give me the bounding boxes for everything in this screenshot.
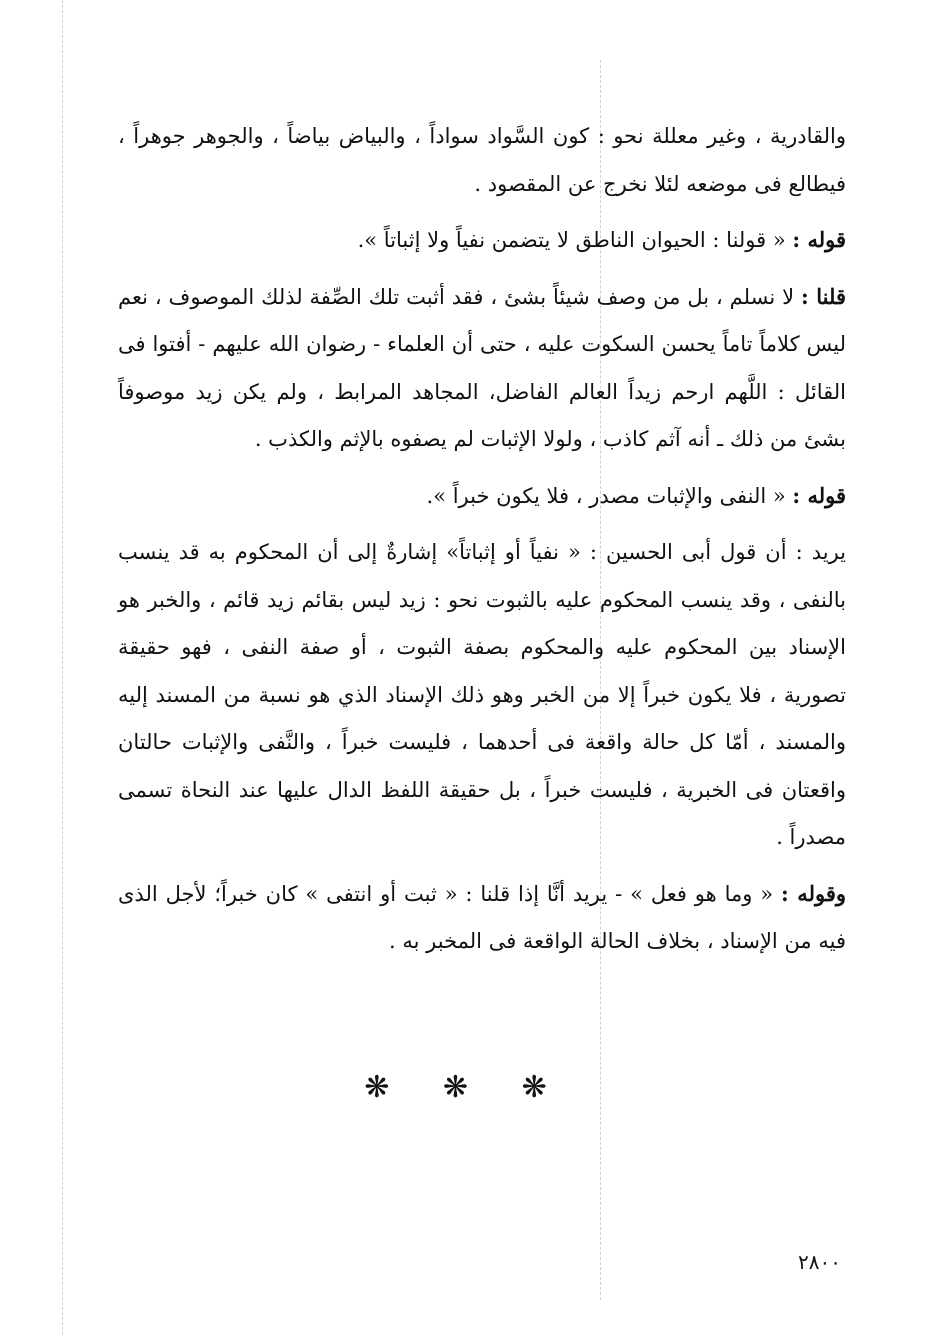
paragraph-lead: قلنا : [800, 283, 846, 309]
body-text [118, 112, 846, 972]
paragraph [118, 528, 846, 862]
paragraph [118, 273, 846, 464]
scan-artifact-line [62, 0, 63, 1335]
paragraph-text: والقادرية ، وغير معللة نحو : كون السَّواد سواداً ، والبياض بياضاً ، والجوهر جوهراً ، فيطالع فى موضعه لئلا نخرج عن المقصود . [118, 124, 846, 196]
paragraph [118, 112, 846, 208]
paragraph [118, 472, 846, 521]
paragraph-text: « النفى والإثبات مصدر ، فلا يكون خبراً ». [426, 483, 793, 508]
paragraph-text: يريد : أن قول أبى الحسين : « نفياً أو إثباتاً» إشارةٌ إلى أن المحكوم به قد ينسب بالنفى ، وقد ينسب المحكوم عليه بالثبوت نحو : زيد ليس بقائم زيد قائم ، والخبر هو الإسناد بين المحكوم عليه والمحكوم بصفة الثبوت ، أو صفة النفى ، فهو حقيقة تصورية ، فلا يكون خبراً إلا من الخبر وهو ذلك الإسناد الذي هو نسبة من المسند إليه والمسند ، أمّا كل حالة واقعة فى أحدهما ، فليست خبراً ، والنَّفى والإثبات حالتان واقعتان فى الخبرية ، فليست خبراً ، بل حقيقة اللفظ الدال عليها عند النحاة تسمى مصدراً . [118, 540, 846, 849]
paragraph [118, 216, 846, 265]
paragraph-lead: قوله : [792, 227, 846, 252]
paragraph-text: « قولنا : الحيوان الناطق لا يتضمن نفياً ولا إثباتاً ». [357, 228, 793, 252]
paragraph-lead: وقوله : [781, 880, 846, 906]
paragraph-text: « وما هو فعل » - يريد أنَّا إذا قلنا : « ثبت أو انتفى » كان خبراً؛ لأجل الذى فيه من الإسناد ، بخلاف الحالة الواقعة فى المخبر به . [118, 881, 846, 953]
paragraph-lead: قوله : [792, 482, 846, 508]
page-number: ٢٨٠٠ [798, 1250, 841, 1274]
paragraph [118, 870, 846, 966]
paragraph-text: لا نسلم ، بل من وصف شيئاً بشئ ، فقد أثبت تلك الصِّفة لذلك الموصوف ، نعم ليس كلاماً تاماً يحسن السكوت عليه ، حتى أن العلماء - رضوان الله عليهم - أفتوا فى القائل : اللَّهم ارحم زيداً العالم الفاضل، المجاهد المرابط ، ولم يكن زيد موصوفاً بشئ من ذلك ـ أنه آثم كاذب ، ولولا الإثبات لم يصفوه بالإثم والكذب . [118, 284, 846, 451]
section-separator: ❋ ❋ ❋ [364, 1070, 569, 1105]
